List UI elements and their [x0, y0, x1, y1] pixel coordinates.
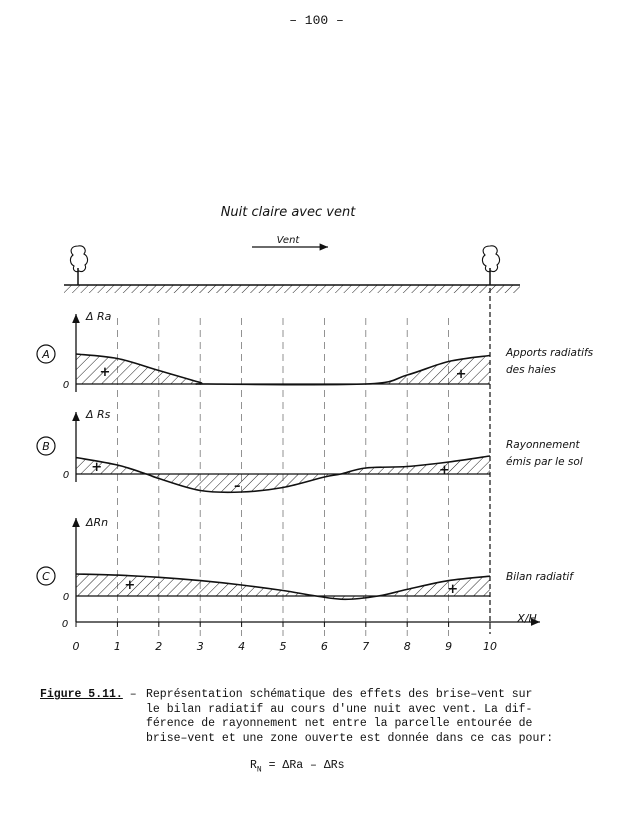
- ground: [64, 285, 520, 293]
- x-tick-label: 8: [403, 640, 411, 653]
- hedge-right-icon: [482, 246, 499, 285]
- figure-title: Nuit claire avec vent: [220, 205, 356, 220]
- y-axis-label: Δ Rs: [86, 408, 111, 421]
- caption-line: le bilan radiatif au cours d'une nuit avec vent. La dif-: [146, 702, 533, 716]
- sign-label: +: [124, 578, 136, 593]
- hedge-left-icon: [70, 246, 87, 285]
- x-tick-label: 3: [196, 640, 204, 653]
- sign-label: +: [99, 365, 111, 380]
- x-tick-label: 6: [320, 640, 328, 653]
- panel-a: [37, 310, 594, 392]
- panel-description: Bilan radiatif: [506, 571, 573, 583]
- page-number: – 100 –: [289, 13, 344, 28]
- sign-label: +: [439, 463, 450, 478]
- caption-label: Figure 5.11.: [40, 688, 123, 701]
- x-tick-label: 0: [72, 640, 80, 653]
- sign-label: +: [455, 367, 467, 382]
- caption-line: férence de rayonnement net entre la parcelle entourée de: [146, 717, 533, 730]
- x-tick-label: 10: [483, 640, 497, 653]
- sign-label: –: [234, 479, 241, 494]
- panel-letter: B: [42, 440, 50, 453]
- wind-label: Vent: [276, 235, 300, 246]
- formula: $R_N = \Delta Ra - \Delta Rs$: [250, 759, 345, 775]
- caption-dash: –: [122, 688, 137, 701]
- caption-line: Représentation schématique des effets des brise–vent sur: [146, 688, 533, 701]
- x-axis-label: X/H: [517, 612, 537, 625]
- y-axis-label: ΔRn: [86, 516, 109, 529]
- zero-label: 0: [62, 380, 70, 391]
- panel-description: Apports radiatifs: [506, 347, 594, 359]
- x-tick-labels: [73, 622, 498, 653]
- x-tick-label: 9: [445, 640, 453, 653]
- panel-description: Rayonnement: [506, 439, 580, 451]
- x-tick-label: 1: [113, 640, 121, 653]
- panels: [37, 310, 594, 622]
- panel-description: des haies: [506, 364, 556, 376]
- x-axis: [62, 612, 540, 653]
- zero-label: 0: [62, 592, 70, 603]
- sign-label: +: [91, 460, 103, 475]
- y-axis-label: Δ Ra: [86, 310, 112, 323]
- x-tick-label: 7: [362, 640, 370, 653]
- x-tick-label: 2: [155, 640, 163, 653]
- x-tick-label: 4: [238, 640, 246, 653]
- panel-description: émis par le sol: [506, 456, 583, 468]
- x-tick-label: 5: [279, 640, 287, 653]
- caption-line: brise–vent et une zone ouverte est donnée dans ce cas pour:: [146, 731, 554, 745]
- bottom-zero-label: 0: [61, 619, 69, 630]
- panel-b: [37, 408, 583, 494]
- panel-letter: A: [42, 348, 50, 361]
- zero-label: 0: [62, 470, 70, 481]
- panel-letter: C: [42, 570, 50, 583]
- sign-label: +: [447, 582, 459, 597]
- figure-caption: [40, 688, 600, 746]
